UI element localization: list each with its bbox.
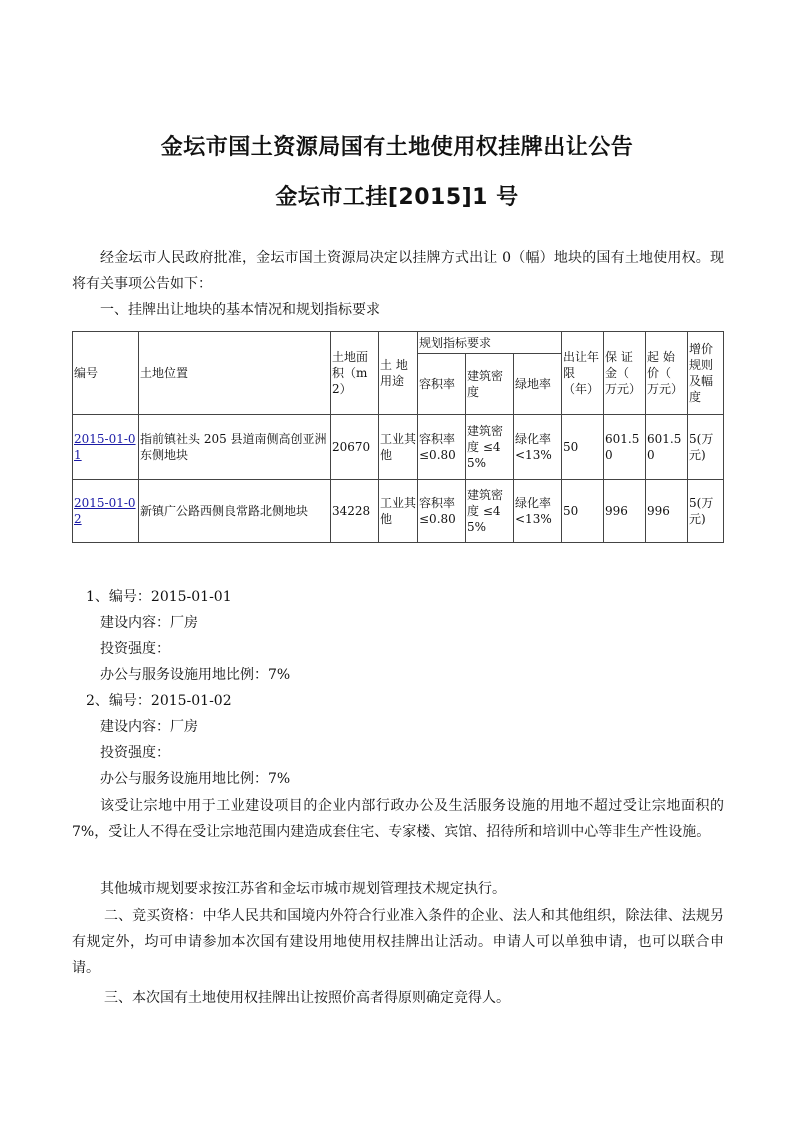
cell-use: 工业其他: [379, 415, 418, 480]
intro-paragraph: 经金坛市人民政府批准，金坛市国土资源局决定以挂牌方式出让 0（幅）地块的国有土地使用权。现将有关事项公告如下：: [72, 250, 724, 292]
header-location: 土地位置: [139, 332, 331, 415]
cell-area: 34228: [331, 480, 379, 543]
land-spec-table: [72, 331, 724, 543]
cell-green: 绿化率<13%: [514, 415, 562, 480]
section1-heading: 一、挂牌出让地块的基本情况和规划指标要求: [100, 302, 380, 318]
cell-term: 50: [562, 480, 604, 543]
cell-far: 容积率≤0.80: [418, 480, 466, 543]
header-deposit: 保 证金（ 万元）: [604, 332, 646, 415]
cell-density: 建筑密度 ≤45%: [466, 415, 514, 480]
qualification-paragraph: 二、竞买资格：中华人民共和国境内外符合行业准入条件的企业、法人和其他组织，除法律、法规另有规定外，均可申请参加本次国有建设用地使用权挂牌出让活动。申请人可以单独申请，也可以联合申请。: [72, 908, 724, 976]
parcel-2-heading: 2、编号：2015-01-02: [86, 693, 232, 709]
header-area: 土地面积（m2）: [331, 332, 379, 415]
header-green: 绿地率: [514, 354, 562, 415]
parcel-2-ratio: 办公与服务设施用地比例：7%: [100, 771, 291, 787]
parcel-1-intensity: 投资强度：: [100, 641, 170, 657]
parcel-id-link[interactable]: 2015-01-02: [73, 480, 139, 543]
parcel-2-intensity: 投资强度：: [100, 745, 170, 761]
cell-density: 建筑密度 ≤45%: [466, 480, 514, 543]
planning-rules-paragraph: 其他城市规划要求按江苏省和金坛市城市规划管理技术规定执行。: [100, 881, 506, 897]
page-title: 金坛市国土资源局国有土地使用权挂牌出让公告: [160, 135, 634, 160]
header-density: 建筑密度: [466, 354, 514, 415]
cell-far: 容积率≤0.80: [418, 415, 466, 480]
principle-paragraph: 三、本次国有土地使用权挂牌出让按照价高者得原则确定竞得人。: [104, 990, 510, 1006]
header-start-price: 起 始价（ 万元）: [646, 332, 688, 415]
header-far: 容积率: [418, 354, 466, 415]
parcel-1-content: 建设内容：厂房: [100, 615, 198, 631]
table-header-row: [73, 332, 724, 354]
header-use: 土 地用途: [379, 332, 418, 415]
office-use-paragraph: 该受让宗地中用于工业建设项目的企业内部行政办公及生活服务设施的用地不超过受让宗地面积的 7%，受让人不得在受让宗地范围内建造成套住宅、专家楼、宾馆、招待所和培训中心等非生产性设施。: [72, 798, 724, 840]
cell-start-price: 601.50: [646, 415, 688, 480]
cell-deposit: 996: [604, 480, 646, 543]
cell-area: 20670: [331, 415, 379, 480]
document-number: 金坛市工挂[2015]1 号: [275, 185, 519, 210]
header-id: 编号: [73, 332, 139, 415]
cell-green: 绿化率<13%: [514, 480, 562, 543]
parcel-1-heading: 1、编号：2015-01-01: [86, 589, 232, 605]
parcel-1-ratio: 办公与服务设施用地比例：7%: [100, 667, 291, 683]
cell-term: 50: [562, 415, 604, 480]
table-row: [73, 480, 724, 543]
cell-deposit: 601.50: [604, 415, 646, 480]
parcel-2-content: 建设内容：厂房: [100, 719, 198, 735]
parcel-id-link[interactable]: 2015-01-01: [73, 415, 139, 480]
cell-increment: 5(万元): [688, 415, 724, 480]
cell-location: 指前镇社头 205 县道南侧高创亚洲东侧地块: [139, 415, 331, 480]
cell-increment: 5(万元): [688, 480, 724, 543]
cell-location: 新镇广公路西侧良常路北侧地块: [139, 480, 331, 543]
cell-use: 工业其他: [379, 480, 418, 543]
header-term: 出让年限（年）: [562, 332, 604, 415]
table-row: [73, 415, 724, 480]
header-increment: 增价规则及幅度: [688, 332, 724, 415]
header-planning-group: 规划指标要求: [418, 332, 562, 354]
cell-start-price: 996: [646, 480, 688, 543]
